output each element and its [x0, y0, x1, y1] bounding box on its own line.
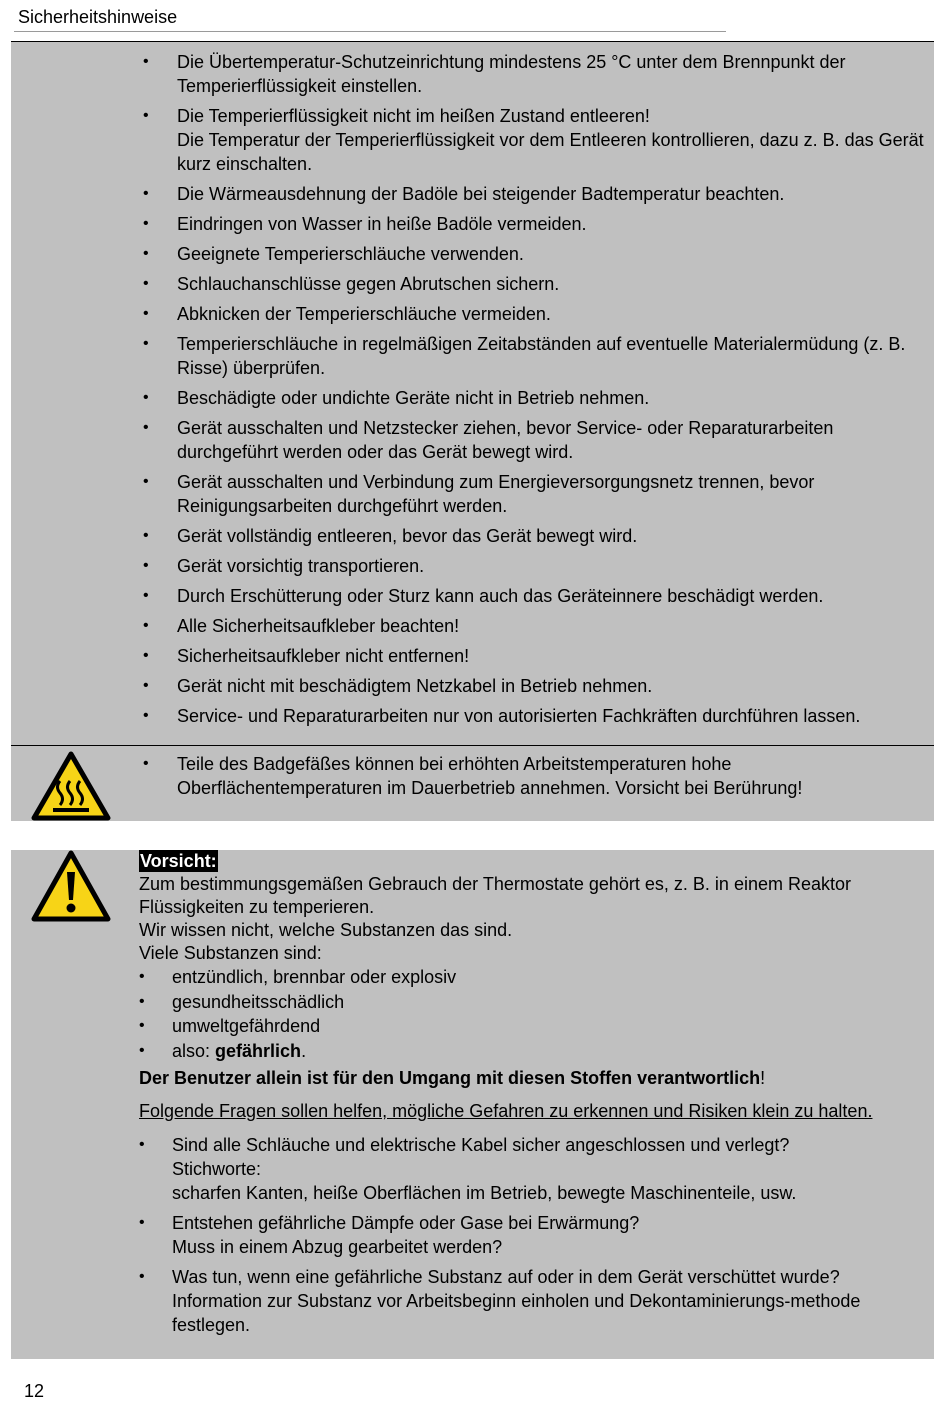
- substance-text: umweltgefährdend: [172, 1016, 321, 1036]
- substance-prefix: also:: [172, 1040, 216, 1061]
- list-item: [11, 416, 934, 464]
- bullet-icon: •: [143, 215, 149, 232]
- bullet-icon: •: [143, 707, 149, 724]
- question-line: Sind alle Schläuche und elektrische Kabel sicher angeschlossen und verlegt?: [172, 1135, 790, 1155]
- intro-line: Viele Substanzen sind:: [139, 943, 322, 963]
- responsibility-statement: [139, 1067, 919, 1090]
- list-item-text: Geeignete Temperierschläuche verwenden.: [177, 244, 524, 264]
- bullet-icon: •: [143, 677, 149, 694]
- list-item: [11, 524, 934, 548]
- list-item: [11, 752, 934, 800]
- questions-intro: Folgende Fragen sollen helfen, mögliche Gefahren zu erkennen und Risiken klein zu halten.: [139, 1101, 873, 1121]
- list-item: [11, 470, 934, 518]
- bullet-icon: •: [143, 389, 149, 406]
- list-item-text: Durch Erschütterung oder Sturz kann auch das Geräteinnere beschädigt werden.: [177, 586, 824, 606]
- list-item: [11, 182, 934, 206]
- list-item-text: Alle Sicherheitsaufkleber beachten!: [177, 616, 460, 636]
- list-item: [11, 644, 934, 668]
- bullet-icon: •: [139, 968, 145, 985]
- caution-intro: [139, 873, 919, 965]
- question-line: Was tun, wenn eine gefährliche Substanz auf oder in dem Gerät verschüttet wurde?: [172, 1267, 840, 1287]
- questions-list: [139, 1133, 919, 1337]
- list-item-text: Teile des Badgefäßes können bei erhöhten Arbeitstemperaturen hohe Oberflächentemperaturen im Dauerbetrieb annehmen. Vorsicht bei Berührung!: [177, 754, 803, 798]
- safety-instructions-panel: [11, 41, 934, 746]
- list-item: [11, 302, 934, 326]
- question-item: [139, 1265, 919, 1337]
- bullet-icon: •: [143, 275, 149, 292]
- list-item-line: Die Temperatur der Temperierflüssigkeit vor dem Entleeren kontrollieren, dazu z. B. das Gerät kurz einschalten.: [177, 130, 924, 174]
- substance-item: [139, 1014, 919, 1039]
- question-line: scharfen Kanten, heiße Oberflächen im Betrieb, bewegte Maschinenteile, usw.: [172, 1183, 797, 1203]
- bullet-icon: •: [139, 1017, 145, 1034]
- list-item: [11, 50, 934, 98]
- question-line: Information zur Substanz vor Arbeitsbeginn einholen und Dekontaminierungs-methode festlegen.: [172, 1291, 861, 1335]
- list-item: [11, 332, 934, 380]
- bullet-icon: •: [143, 755, 149, 772]
- list-item-text: Eindringen von Wasser in heiße Badöle vermeiden.: [177, 214, 587, 234]
- list-item-text: Temperierschläuche in regelmäßigen Zeitabständen auf eventuelle Materialermüdung (z. B. Risse) überprüfen.: [177, 334, 906, 378]
- list-item: [11, 554, 934, 578]
- substance-bold: gefährlich: [215, 1040, 302, 1061]
- list-item-text: Beschädigte oder undichte Geräte nicht in Betrieb nehmen.: [177, 388, 650, 408]
- bullet-icon: •: [143, 335, 149, 352]
- intro-line: Zum bestimmungsgemäßen Gebrauch der Thermostate gehört es, z. B. in einem Reaktor Flüssigkeiten zu temperieren.: [139, 874, 851, 917]
- bullet-icon: •: [143, 617, 149, 634]
- list-item-text: Schlauchanschlüsse gegen Abrutschen sichern.: [177, 274, 560, 294]
- caution-panel: [11, 850, 934, 1359]
- question-item: [139, 1211, 919, 1259]
- list-item: [11, 674, 934, 698]
- list-item: [11, 386, 934, 410]
- list-item-text: Gerät nicht mit beschädigtem Netzkabel in Betrieb nehmen.: [177, 676, 653, 696]
- safety-instructions-list: [11, 42, 934, 728]
- bullet-icon: •: [143, 419, 149, 436]
- bullet-icon: •: [143, 53, 149, 70]
- bullet-icon: •: [139, 1041, 145, 1059]
- bullet-icon: •: [139, 1214, 145, 1231]
- list-item-line: Die Temperierflüssigkeit nicht im heißen Zustand entleeren!: [177, 106, 650, 126]
- intro-line: Wir wissen nicht, welche Substanzen das sind.: [139, 920, 513, 940]
- responsibility-suffix: !: [760, 1068, 766, 1088]
- question-line: Stichworte:: [172, 1159, 262, 1179]
- list-item: [11, 272, 934, 296]
- list-item: [11, 704, 934, 728]
- substance-text: entzündlich, brennbar oder explosiv: [172, 967, 457, 987]
- list-item-text: Die Wärmeausdehnung der Badöle bei steigender Badtemperatur beachten.: [177, 184, 785, 204]
- caution-label: Vorsicht:: [140, 851, 217, 871]
- bullet-icon: •: [139, 1136, 145, 1153]
- header-title: Sicherheitshinweise: [18, 7, 178, 27]
- list-item: [11, 242, 934, 266]
- bullet-icon: •: [143, 557, 149, 574]
- list-item-text: Gerät vollständig entleeren, bevor das Gerät bewegt wird.: [177, 526, 638, 546]
- list-item-text: Sicherheitsaufkleber nicht entfernen!: [177, 646, 470, 666]
- general-warning-icon: [31, 850, 111, 922]
- header-divider: [14, 31, 726, 32]
- bullet-icon: •: [139, 1268, 145, 1285]
- list-item-text: Gerät ausschalten und Verbindung zum Energieversorgungsnetz trennen, bevor Reinigungsarbeiten durchgeführt werden.: [177, 472, 815, 516]
- list-item: [11, 614, 934, 638]
- list-item: [11, 104, 934, 176]
- list-item: [11, 584, 934, 608]
- substance-list: [139, 965, 919, 1063]
- bullet-icon: •: [143, 107, 149, 124]
- substance-suffix: .: [301, 1040, 307, 1061]
- bullet-icon: •: [143, 473, 149, 490]
- substance-item: [139, 990, 919, 1015]
- substance-text: gesundheitsschädlich: [172, 991, 345, 1012]
- list-item: [11, 212, 934, 236]
- substance-item: [139, 1039, 919, 1064]
- responsibility-bold: Der Benutzer allein ist für den Umgang mit diesen Stoffen verantwortlich: [139, 1068, 761, 1088]
- caution-content: [139, 850, 919, 1343]
- list-item-text: Gerät vorsichtig transportieren.: [177, 556, 425, 576]
- bullet-icon: •: [143, 527, 149, 544]
- page-number: 12: [24, 1381, 45, 1401]
- bullet-icon: •: [143, 305, 149, 322]
- hot-surface-panel: [11, 745, 934, 821]
- question-line: Entstehen gefährliche Dämpfe oder Gase bei Erwärmung?: [172, 1213, 640, 1233]
- bullet-icon: •: [143, 647, 149, 664]
- bullet-icon: •: [139, 992, 145, 1010]
- list-item-text: Die Übertemperatur-Schutzeinrichtung mindestens 25 °C unter dem Brennpunkt der Temperierflüssigkeit einstellen.: [177, 52, 846, 96]
- hot-surface-list: [11, 746, 934, 800]
- list-item-text: Abknicken der Temperierschläuche vermeiden.: [177, 304, 551, 324]
- bullet-icon: •: [143, 587, 149, 604]
- list-item-text: Service- und Reparaturarbeiten nur von autorisierten Fachkräften durchführen lassen.: [177, 706, 861, 726]
- bullet-icon: •: [143, 185, 149, 202]
- question-line: Muss in einem Abzug gearbeitet werden?: [172, 1237, 503, 1257]
- question-item: [139, 1133, 919, 1205]
- list-item-text: Gerät ausschalten und Netzstecker ziehen, bevor Service- oder Reparaturarbeiten durchgeführt werden oder das Gerät bewegt wird.: [177, 418, 834, 462]
- substance-item: [139, 965, 919, 990]
- bullet-icon: •: [143, 245, 149, 262]
